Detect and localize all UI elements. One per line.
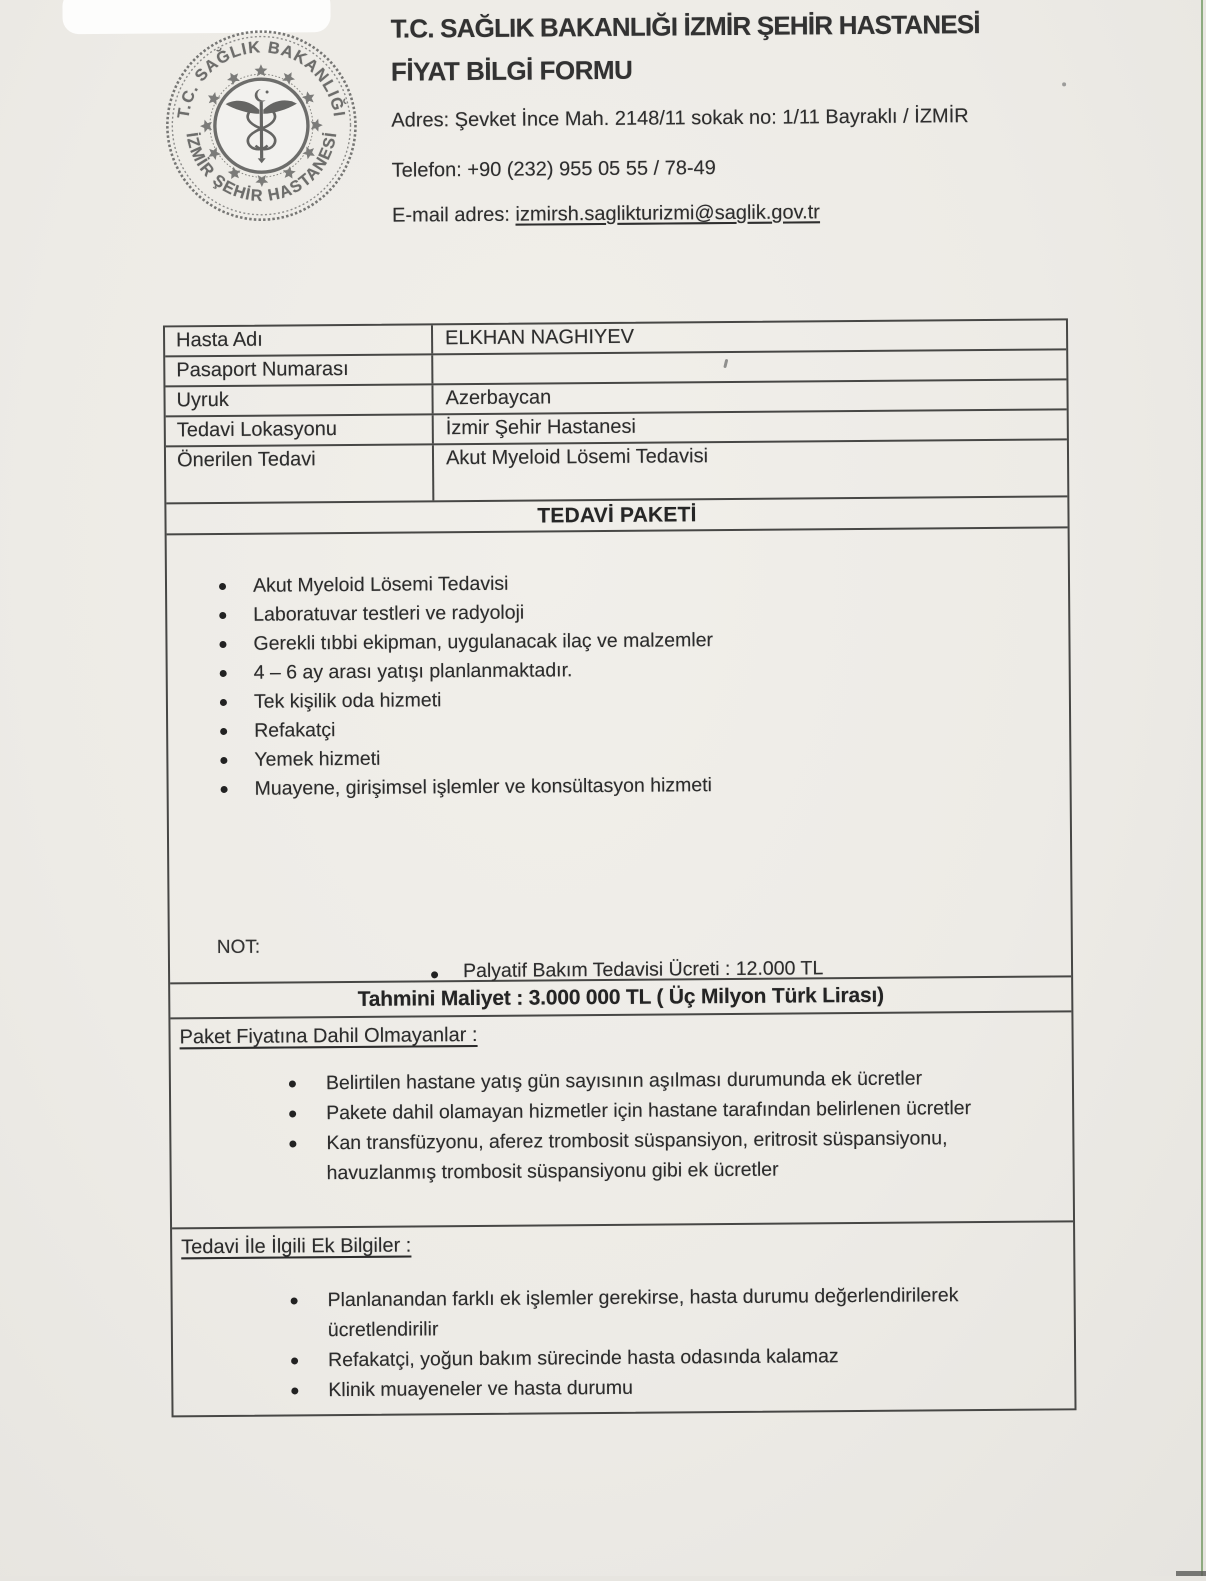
document-subtitle: FİYAT BİLGİ FORMU [391,55,633,88]
note-label: NOT: [217,937,260,959]
seal-top-text: T.C. SAĞLIK BAKANLIĞI [174,37,348,119]
package-section [167,528,1071,984]
package-item: Yemek hizmeti [254,740,974,775]
row-label: Uyruk [165,385,433,415]
row-value: ELKHAN NAGHIYEV [433,320,1066,353]
exclusion-item: Kan transfüzyonu, aferez trombosit süspansiyon, eritrosit süspansiyonu, havuzlanmış trombosit süspansiyonu gibi ek ücretler [326,1123,1016,1188]
package-item: Refakatçi [254,711,974,746]
email-address: izmirsh.saglikturizmi@saglik.gov.tr [515,201,820,225]
row-label: Tedavi Lokasyonu [166,415,434,445]
package-title: TEDAVİ PAKETİ [166,497,1067,535]
package-item: Tek kişilik oda hizmeti [254,682,974,717]
package-item: Muayene, girişimsel işlemler ve konsültasyon hizmeti [255,769,975,804]
row-label: Önerilen Tedavi [166,445,434,502]
package-item: 4 – 6 ay arası yatışı planlanmaktadır. [254,653,974,688]
hospital-seal-logo [162,26,362,226]
package-item: Akut Myeloid Lösemi Tedavisi [253,566,973,601]
seal-bottom-text: İZMİR ŞEHİR HASTANESİ [183,130,341,206]
additional-info-section [172,1222,1074,1415]
scan-edge-line [1201,0,1203,1576]
scan-corner-sliver [1176,1571,1206,1576]
document-header [390,0,1090,2]
exclusions-list [326,1063,1017,1188]
note-item: Palyatif Bakım Tedavisi Ücreti : 12.000 TL [463,957,823,983]
row-value: Akut Myeloid Lösemi Tedavisi [434,440,1067,500]
package-list [253,566,975,804]
address-line: Adres: Şevket İnce Mah. 2148/11 sokak no: 1/11 Bayraklı / İZMİR [391,105,968,133]
exclusions-section [170,1012,1073,1229]
price-form-table [163,318,1077,1417]
row-value: İzmir Şehir Hastanesi [434,410,1067,443]
email-label: E-mail adres: [392,204,516,227]
row-label: Pasaport Numarası [165,355,433,385]
package-item: Laboratuvar testleri ve radyoloji [253,595,973,630]
row-label: Hasta Adı [165,325,433,355]
additional-info-heading: Tedavi İle İlgili Ek Bilgiler : [181,1235,411,1260]
table-row [166,440,1067,504]
exclusion-item: Belirtilen hastane yatış gün sayısının aşılması durumunda ek ücretler [326,1063,1016,1098]
additional-info-list [328,1280,1019,1405]
exclusions-heading: Paket Fiyatına Dahil Olmayanlar : [179,1024,477,1049]
additional-info-item: Planlanandan farklı ek işlemler gerekirse, hasta durumu değerlendirilerek ücretlendirilir [328,1280,1018,1345]
row-value [433,350,1066,383]
row-value: Azerbaycan [433,380,1066,413]
additional-info-item: Refakatçi, yoğun bakım sürecinde hasta odasında kalamaz [328,1340,1018,1375]
document-title: T.C. SAĞLIK BAKANLIĞI İZMİR ŞEHİR HASTANESİ [391,9,980,45]
exclusion-item: Pakete dahil olamayan hizmetler için hastane tarafından belirlenen ücretler [326,1093,1016,1128]
phone-line: Telefon: +90 (232) 955 05 55 / 78-49 [392,157,716,183]
email-line [392,201,820,227]
scan-artifact-speck [1062,82,1066,86]
package-item: Gerekli tıbbi ekipman, uygulanacak ilaç ve malzemler [253,624,973,659]
additional-info-item: Klinik muayeneler ve hasta durumu [328,1370,1018,1405]
estimated-cost-line: Tahmini Maliyet : 3.000 000 TL ( Üç Milyon Türk Lirası) [170,977,1071,1019]
